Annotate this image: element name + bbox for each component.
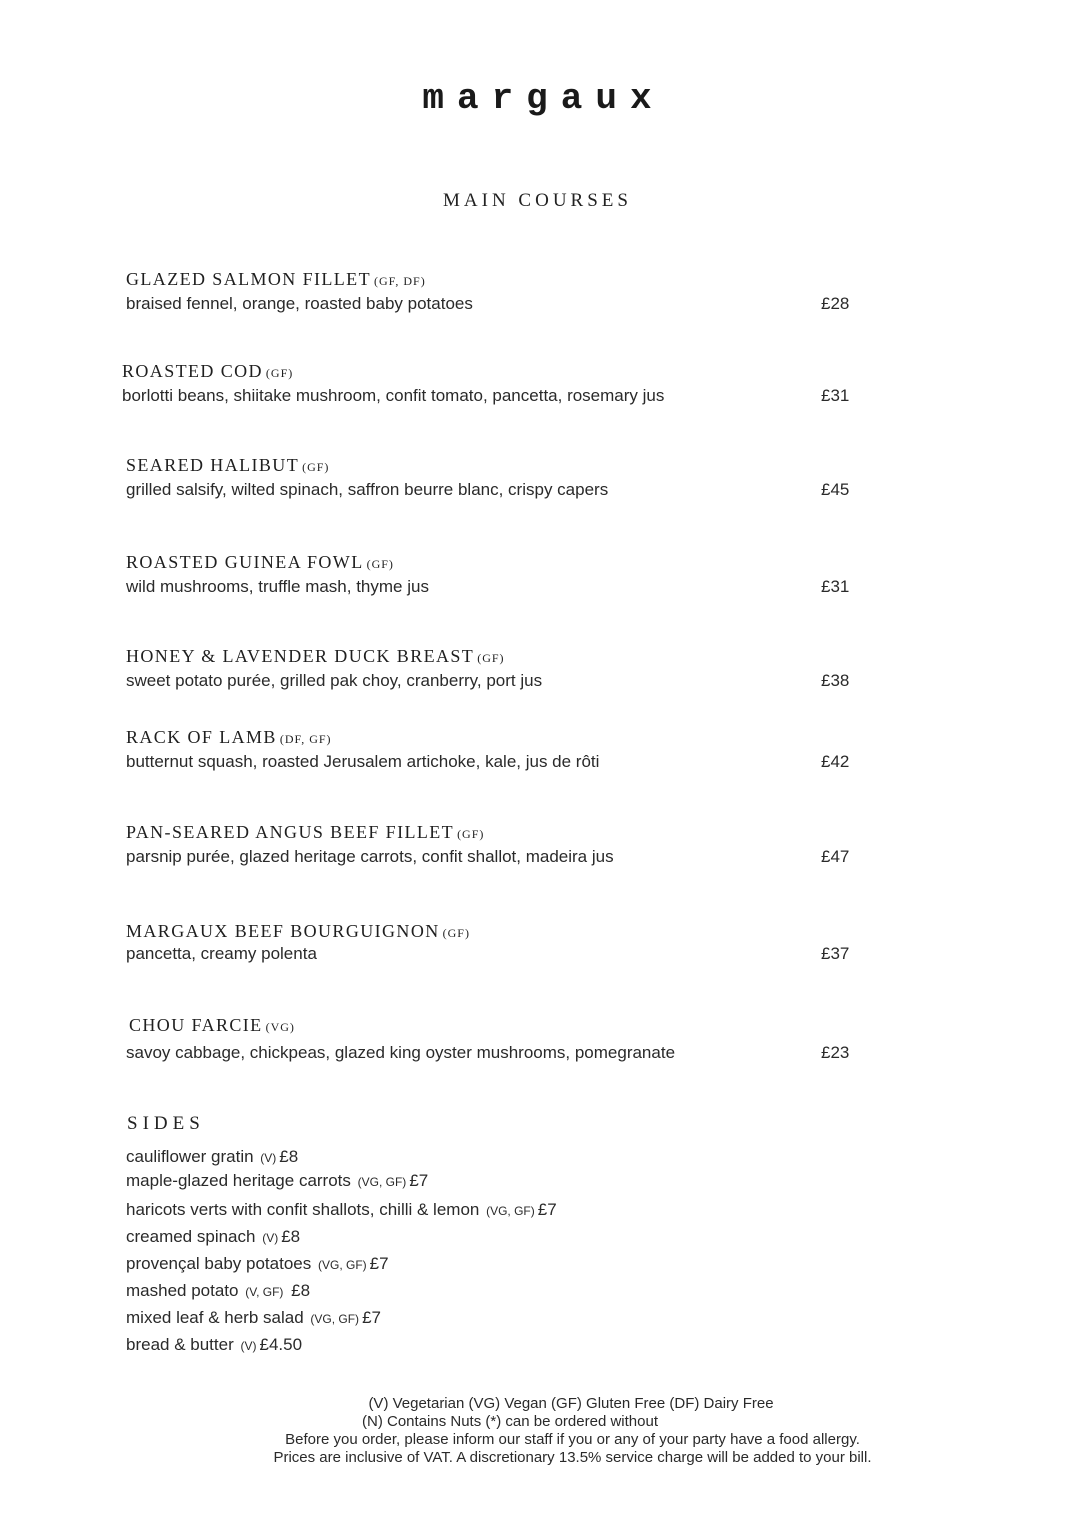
- menu-item: [126, 645, 886, 692]
- dish-description: wild mushrooms, truffle mash, thyme jus: [126, 577, 429, 596]
- side-item: [126, 1277, 557, 1304]
- dish-dietary-tags: (GF): [302, 460, 330, 474]
- menu-item: [122, 360, 882, 407]
- dish-dietary-tags: (GF): [366, 557, 394, 571]
- side-item: [126, 1331, 557, 1358]
- restaurant-name: margaux: [422, 78, 665, 119]
- side-name: bread & butter: [126, 1335, 234, 1354]
- side-price: £8: [291, 1281, 311, 1300]
- dish-dietary-tags: (GF): [477, 651, 505, 665]
- dish-price: £23: [821, 1043, 850, 1062]
- side-dietary-tags: (V): [262, 1231, 279, 1245]
- side-dietary-tags: (VG, GF): [310, 1312, 360, 1326]
- service-charge-notice: Prices are inclusive of VAT. A discretionary 13.5% service charge will be added to your bill.: [273, 1449, 872, 1466]
- dish-dietary-tags: (GF): [442, 926, 470, 940]
- menu-item: [126, 454, 886, 501]
- menu-item: [126, 1014, 886, 1064]
- side-name: mashed potato: [126, 1281, 239, 1300]
- footer-notes: [0, 1395, 1087, 1467]
- side-item: [126, 1304, 557, 1331]
- dish-price: £37: [821, 944, 850, 963]
- dish-price: £31: [821, 577, 850, 596]
- side-price: £7: [362, 1308, 381, 1327]
- side-price: £7: [409, 1171, 429, 1190]
- dish-description: grilled salsify, wilted spinach, saffron beurre blanc, crispy capers: [126, 480, 609, 499]
- allergy-notice: Before you order, please inform our staff if you or any of your party have a food allergy.: [285, 1431, 860, 1448]
- side-price: £8: [279, 1147, 299, 1166]
- side-dietary-tags: (V): [260, 1151, 277, 1165]
- nuts-note: (N) Contains Nuts (*) can be ordered without: [362, 1413, 658, 1430]
- dish-price: £38: [821, 671, 850, 690]
- dish-name: GLAZED SALMON FILLET: [126, 269, 371, 289]
- dish-description: braised fennel, orange, roasted baby potatoes: [126, 294, 473, 313]
- dish-description: savoy cabbage, chickpeas, glazed king oyster mushrooms, pomegranate: [126, 1043, 676, 1062]
- side-name: provençal baby potatoes: [126, 1254, 312, 1273]
- side-name: haricots verts with confit shallots, chilli & lemon: [126, 1200, 480, 1219]
- dish-price: £42: [821, 752, 850, 771]
- dish-name: RACK OF LAMB: [126, 727, 277, 747]
- side-name: maple-glazed heritage carrots: [126, 1171, 351, 1190]
- dish-description: borlotti beans, shiitake mushroom, confit tomato, pancetta, rosemary jus: [122, 386, 665, 405]
- dish-dietary-tags: (DF, GF): [279, 732, 332, 746]
- dish-name: CHOU FARCIE: [129, 1015, 263, 1035]
- dietary-key: (V) Vegetarian (VG) Vegan (GF) Gluten Free (DF) Dairy Free: [368, 1395, 774, 1412]
- dish-description: parsnip purée, glazed heritage carrots, confit shallot, madeira jus: [126, 847, 614, 866]
- dish-price: £28: [821, 294, 850, 313]
- side-dietary-tags: (V): [240, 1339, 257, 1353]
- menu-item: [126, 726, 886, 773]
- side-item: [126, 1196, 557, 1223]
- side-name: cauliflower gratin: [126, 1147, 254, 1166]
- dish-name: MARGAUX BEEF BOURGUIGNON: [126, 921, 440, 941]
- side-item: [126, 1143, 557, 1170]
- menu-item: [126, 268, 886, 315]
- side-dietary-tags: (V, GF): [245, 1285, 284, 1299]
- side-item: [126, 1250, 557, 1277]
- side-dietary-tags: (VG, GF): [486, 1204, 535, 1218]
- dish-dietary-tags: (VG): [265, 1020, 295, 1034]
- side-price: £8: [281, 1227, 301, 1246]
- side-item: [126, 1170, 557, 1196]
- main-courses-heading: MAIN COURSES: [443, 190, 632, 211]
- side-item: [126, 1223, 557, 1250]
- dish-dietary-tags: (GF): [457, 827, 485, 841]
- sides-heading: SIDES: [127, 1113, 205, 1134]
- dish-name: PAN-SEARED ANGUS BEEF FILLET: [126, 822, 455, 842]
- dish-dietary-tags: (GF, DF): [373, 274, 426, 288]
- dish-price: £45: [821, 480, 850, 499]
- side-dietary-tags: (VG, GF): [317, 1258, 367, 1272]
- side-dietary-tags: (VG, GF): [357, 1175, 407, 1189]
- dish-description: sweet potato purée, grilled pak choy, cranberry, port jus: [126, 671, 543, 690]
- side-price: £7: [369, 1254, 389, 1273]
- menu-item: [126, 821, 886, 868]
- dish-name: SEARED HALIBUT: [126, 455, 300, 475]
- dish-name: HONEY & LAVENDER DUCK BREAST: [126, 646, 475, 666]
- dish-price: £47: [821, 847, 850, 866]
- sides-list: [126, 1143, 557, 1358]
- dish-name: ROASTED GUINEA FOWL: [126, 552, 364, 572]
- side-name: mixed leaf & herb salad: [126, 1308, 304, 1327]
- side-name: creamed spinach: [126, 1227, 256, 1246]
- menu-item: [126, 551, 886, 598]
- side-price: £4.50: [259, 1335, 303, 1354]
- dish-description: butternut squash, roasted Jerusalem artichoke, kale, jus de rôti: [126, 752, 600, 771]
- menu-item: [126, 920, 886, 963]
- side-price: £7: [537, 1200, 557, 1219]
- dish-price: £31: [821, 386, 850, 405]
- dish-description: pancetta, creamy polenta: [126, 944, 317, 963]
- dish-name: ROASTED COD: [122, 361, 263, 381]
- dish-dietary-tags: (GF): [265, 366, 294, 380]
